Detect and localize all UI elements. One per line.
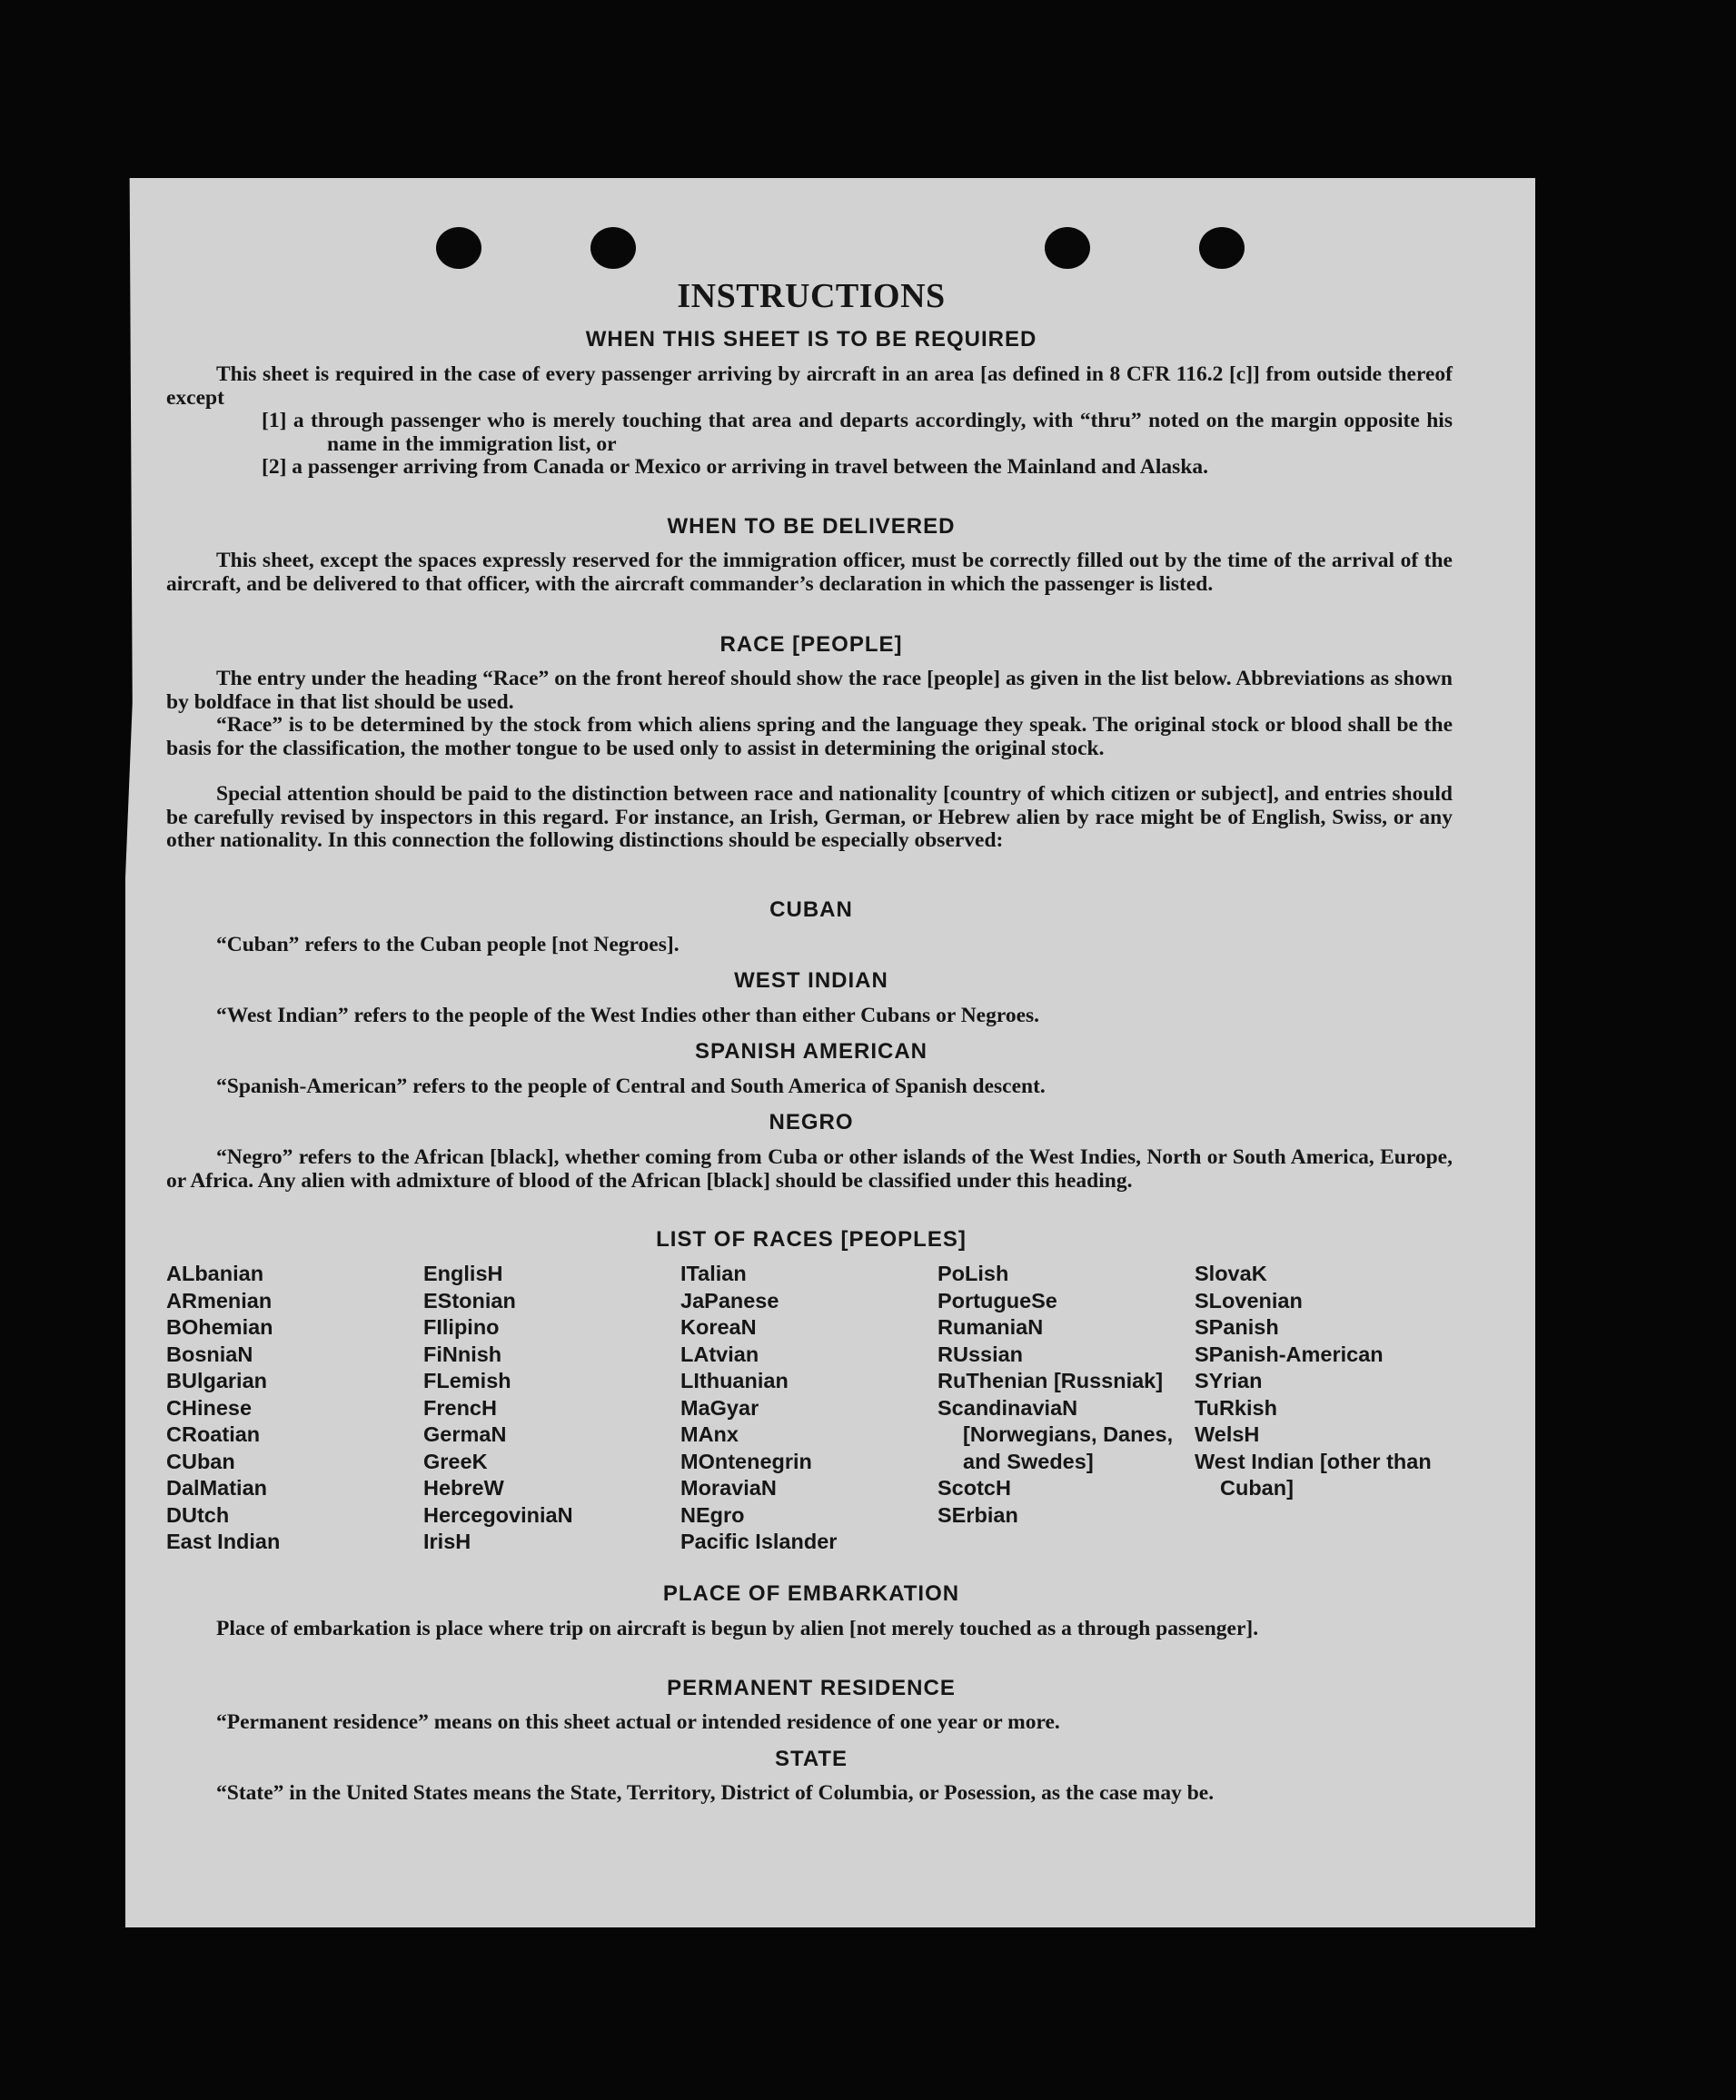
- west-indian-text: “West Indian” refers to the people of the West Indies other than either Cubans or Negroes.: [216, 1004, 1040, 1027]
- residence-text: “Permanent residence” means on this sheet actual or intended residence of one year or more.: [216, 1710, 1060, 1734]
- heading-delivered: WHEN TO BE DELIVERED: [667, 514, 956, 539]
- race-paragraph: “Race” is to be determined by the stock from which aliens spring and the language they speak. The original stock or blood shall be the basis for the classification, the mother tongue to be used only to assist in determining the original stock.: [166, 713, 1453, 760]
- race-entry: RumaniaN: [937, 1315, 1044, 1339]
- race-entry: BUlgarian: [166, 1369, 267, 1392]
- heading-spanish-american: SPANISH AMERICAN: [694, 1039, 928, 1064]
- heading-races: LIST OF RACES [PEOPLES]: [656, 1227, 967, 1252]
- state-text: “State” in the United States means the State, Territory, District of Columbia, or Posession, as the case may be.: [216, 1781, 1215, 1805]
- race-entry: MAnx: [680, 1422, 739, 1446]
- race-entry: LAtvian: [680, 1342, 759, 1366]
- heading-negro: NEGRO: [769, 1110, 854, 1134]
- race-entry: SLovenian: [1195, 1288, 1303, 1312]
- punch-hole: [590, 227, 636, 269]
- race-entry: PoLish: [937, 1262, 1009, 1285]
- race-paragraph: The entry under the heading “Race” on the front hereof should show the race [people] as given in the list below. Abbreviations as shown by boldface in that list should be used.: [166, 667, 1453, 714]
- race-entry: MOntenegrin: [680, 1449, 812, 1473]
- race-entry: ScandinaviaN [Norwegians, Danes, and Swedes]: [937, 1395, 1174, 1473]
- race-entry: FrencH: [423, 1395, 497, 1420]
- race-entry: MaGyar: [680, 1395, 759, 1420]
- race-entry: IrisH: [423, 1530, 471, 1553]
- race-entry: JaPanese: [680, 1288, 779, 1312]
- race-entry: PortugueSe: [937, 1288, 1057, 1312]
- race-entry: TuRkish: [1195, 1395, 1277, 1420]
- exception-item: [2] a passenger arriving from Canada or Mexico or arriving in travel between the Mainland and Alaska.: [262, 455, 1209, 479]
- race-entry: BosniaN: [166, 1342, 253, 1366]
- race-entry: FIlipino: [423, 1315, 500, 1339]
- heading-race: RACE [PEOPLE]: [719, 632, 903, 657]
- race-entry: MoraviaN: [680, 1476, 777, 1500]
- race-entry: HercegoviniaN: [423, 1502, 573, 1527]
- race-entry: RuThenian [Russniak]: [937, 1369, 1164, 1392]
- race-entry: SErbian: [937, 1502, 1018, 1527]
- race-entry: NEgro: [680, 1502, 745, 1527]
- race-entry: Pacific Islander: [680, 1530, 838, 1553]
- race-entry: ALbanian: [166, 1262, 264, 1285]
- punch-hole: [1045, 227, 1090, 269]
- race-entry: SPanish-American: [1195, 1342, 1384, 1366]
- race-entry: WelsH: [1195, 1422, 1260, 1446]
- race-entry: GermaN: [423, 1422, 507, 1446]
- race-entry: ScotcH: [937, 1476, 1011, 1500]
- spanish-american-text: “Spanish-American” refers to the people of Central and South America of Spanish descent.: [216, 1075, 1046, 1098]
- heading-embarkation: PLACE OF EMBARKATION: [662, 1581, 960, 1606]
- race-paragraph: Special attention should be paid to the distinction between race and nationality [country of which citizen or subject], and entries should be carefully revised by inspectors in this regard. For instance, an Irish, German, or Hebrew alien by race might be of English, Swiss, or any other nationality. In this connection the following distinctions should be especially observed:: [166, 782, 1453, 852]
- embarkation-text: Place of embarkation is place where trip on aircraft is begun by alien [not merely touched as a through passenger].: [216, 1617, 1259, 1640]
- race-entry: RUssian: [937, 1342, 1024, 1366]
- page-title: INSTRUCTIONS: [677, 277, 946, 315]
- race-entry: SPanish: [1195, 1315, 1279, 1339]
- race-entry: GreeK: [423, 1449, 488, 1473]
- race-entry: West Indian [other than Cuban]: [1195, 1449, 1432, 1500]
- race-entry: KoreaN: [680, 1315, 757, 1339]
- race-entry: ARmenian: [166, 1288, 273, 1312]
- race-entry: CRoatian: [166, 1422, 261, 1446]
- cuban-text: “Cuban” refers to the Cuban people [not Negroes].: [216, 933, 680, 956]
- race-column: [166, 1261, 421, 1556]
- race-entry: EnglisH: [423, 1262, 503, 1285]
- heading-residence: PERMANENT RESIDENCE: [667, 1676, 956, 1700]
- race-entry: FLemish: [423, 1369, 511, 1392]
- race-entry: BOhemian: [166, 1315, 273, 1339]
- race-entry: DUtch: [166, 1502, 230, 1527]
- race-entry: CUban: [166, 1449, 235, 1473]
- race-entry: DalMatian: [166, 1476, 267, 1500]
- race-entry: HebreW: [423, 1476, 504, 1500]
- exception-item: [1] a through passenger who is merely touching that area and departs accordingly, with “thru” noted on the margin opposite his name in the immigration list, or: [262, 409, 1453, 456]
- race-column: [1195, 1261, 1449, 1502]
- heading-required: WHEN THIS SHEET IS TO BE REQUIRED: [585, 327, 1037, 352]
- heading-state: STATE: [774, 1747, 848, 1771]
- race-entry: SlovaK: [1195, 1262, 1267, 1285]
- heading-west-indian: WEST INDIAN: [734, 968, 888, 993]
- race-column: [937, 1261, 1192, 1529]
- required-intro: This sheet is required in the case of every passenger arriving by aircraft in an area [as defined in 8 CFR 116.2 [c]] from outside thereof except: [166, 362, 1453, 410]
- delivered-text: This sheet, except the spaces expressly reserved for the immigration officer, must be correctly filled out by the time of the arrival of the aircraft, and be delivered to that officer, with the aircraft commander’s declaration in which the passenger is listed.: [166, 549, 1453, 596]
- negro-text: “Negro” refers to the African [black], whether coming from Cuba or other islands of the West Indies, North or South America, Europe, or Africa. Any alien with admixture of blood of the African [black] should be classified under this heading.: [166, 1145, 1453, 1193]
- race-entry: East Indian: [166, 1530, 281, 1553]
- race-entry: ITalian: [680, 1262, 747, 1285]
- race-entry: FiNnish: [423, 1342, 502, 1366]
- punch-hole: [436, 227, 481, 269]
- race-column: [680, 1261, 935, 1556]
- race-entry: EStonian: [423, 1288, 516, 1312]
- punch-hole: [1199, 227, 1245, 269]
- race-entry: SYrian: [1195, 1369, 1263, 1392]
- heading-cuban: CUBAN: [769, 897, 853, 922]
- race-column: [423, 1261, 678, 1556]
- race-entry: LIthuanian: [680, 1369, 789, 1392]
- race-entry: CHinese: [166, 1395, 253, 1420]
